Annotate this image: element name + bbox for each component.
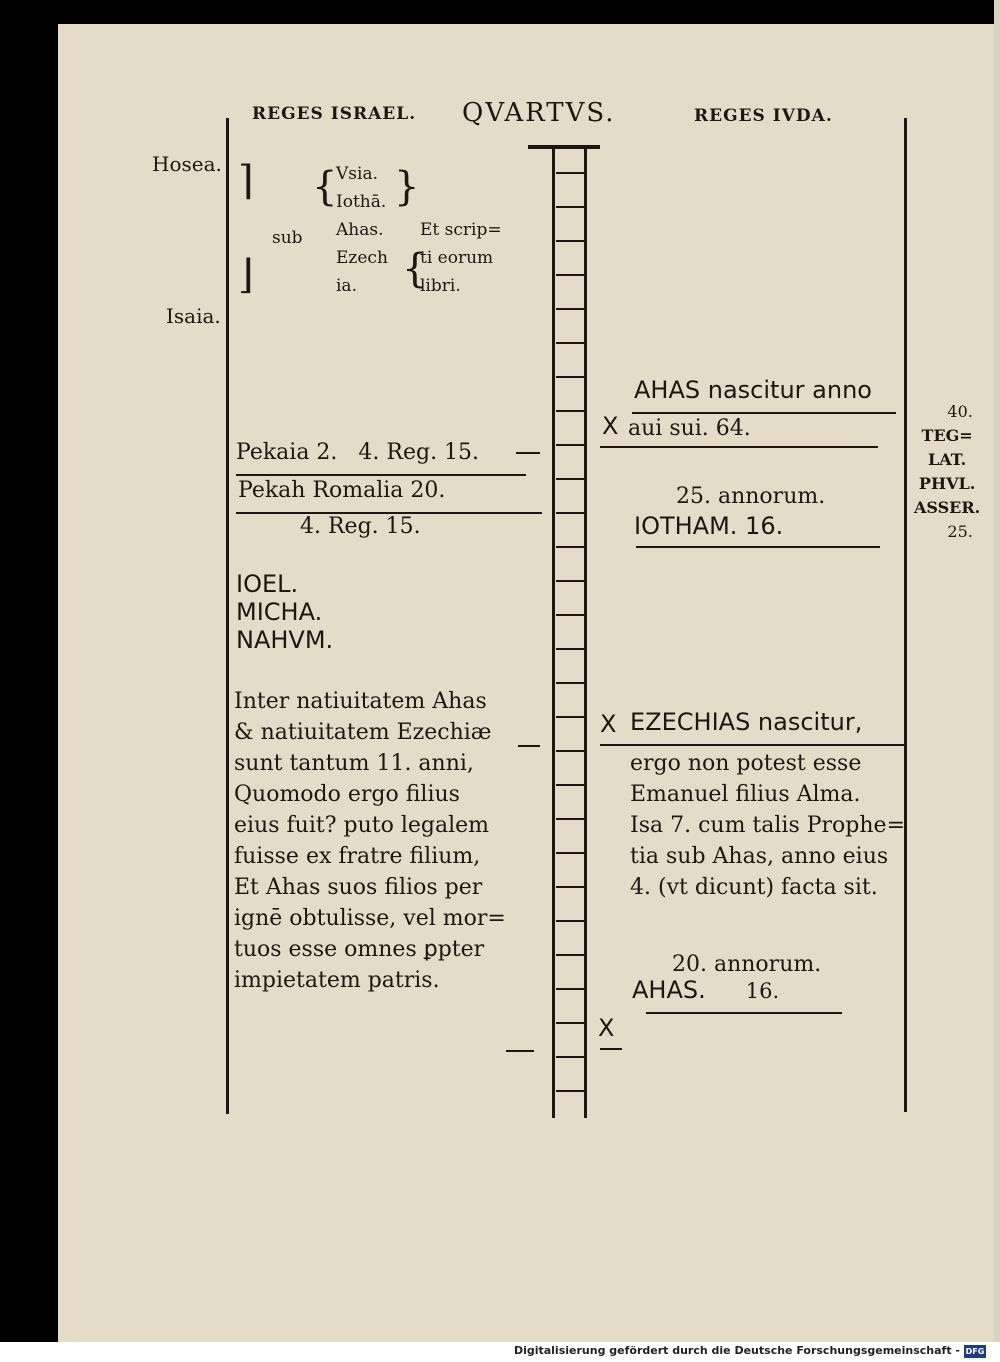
- prophet-micha: MICHA.: [236, 598, 323, 626]
- dfg-logo: DFG: [965, 1347, 985, 1356]
- ladder-rung: [556, 648, 586, 650]
- ladder-top-bar: [528, 145, 600, 149]
- margin-phvl: PHVL.: [918, 474, 976, 493]
- king-ezech-cont: ia.: [336, 276, 357, 296]
- scripti-list: [420, 216, 502, 300]
- right-column-rule: [904, 118, 907, 1112]
- ladder-rung: [556, 1056, 586, 1058]
- king-ezech: Ezech: [336, 248, 388, 268]
- king-iotha: Iothā.: [336, 192, 387, 212]
- ladder-rung: [556, 478, 586, 480]
- ladder-rung: [556, 954, 586, 956]
- ladder-rung: [556, 342, 586, 344]
- iotham-age: 25. annorum.: [676, 484, 826, 509]
- note-line: fuisse ex fratre filium,: [234, 844, 481, 869]
- note-line: impietatem patris.: [234, 968, 440, 993]
- ezechias-underline: [600, 744, 906, 746]
- ladder-rung: [556, 240, 586, 242]
- label-hosea: Hosea.: [152, 152, 222, 176]
- ladder-rung: [556, 784, 586, 786]
- ladder-rung: [556, 750, 586, 752]
- header-reges-iuda: REGES IVDA.: [694, 106, 833, 126]
- label-isaia: Isaia.: [166, 304, 221, 328]
- ladder-rung: [556, 546, 586, 548]
- ladder-rung: [556, 274, 586, 276]
- pekaia-ref: 4. Reg. 15.: [358, 440, 480, 465]
- ahas-birth-mark: X: [602, 412, 619, 440]
- ladder-rung: [556, 512, 586, 514]
- ahas-underline: [646, 1012, 842, 1014]
- pekah-ref: 4. Reg. 15.: [300, 514, 421, 539]
- ezechias-line: tia sub Ahas, anno eius: [630, 844, 889, 869]
- ahas-age: 20. annorum.: [672, 952, 822, 977]
- margin-asser: ASSER.: [914, 498, 981, 517]
- ladder-rung: [556, 444, 586, 446]
- ladder-rung: [556, 580, 586, 582]
- margin-lat: LAT.: [928, 450, 967, 469]
- header-reges-israel: REGES ISRAEL.: [252, 104, 417, 124]
- brace-left-upper: ⌉: [238, 158, 254, 204]
- ladder-rung: [556, 988, 586, 990]
- iotham-underline: [636, 546, 880, 548]
- pekaia: Pekaia 2.: [236, 440, 338, 465]
- ladder-rung: [556, 1022, 586, 1024]
- scripti-line-1: Et scrip=: [420, 220, 502, 240]
- pekah: Pekah Romalia 20.: [238, 478, 446, 503]
- ladder-rung: [556, 172, 586, 174]
- ladder-rung: [556, 1090, 586, 1092]
- israel-note: [234, 686, 506, 996]
- king-ahas: Ahas.: [336, 220, 384, 240]
- ladder-rung: [556, 682, 586, 684]
- ladder-rung: [556, 818, 586, 820]
- ahas-king: AHAS. 16.: [632, 976, 780, 1004]
- ezechias-line: 4. (vt dicunt) facta sit.: [630, 875, 878, 900]
- ladder-rung: [556, 886, 586, 888]
- margin-note: [914, 400, 980, 544]
- note-line: sunt tantum 11. anni,: [234, 751, 474, 776]
- prophet-list: [236, 570, 333, 654]
- king-list: [336, 160, 388, 300]
- ladder-rung: [556, 308, 586, 310]
- note-tick: [518, 745, 540, 747]
- note-line: Et Ahas suos filios per: [234, 875, 483, 900]
- book-page: [58, 24, 994, 1342]
- note-line: tuos esse omnes ꝑpter: [234, 937, 485, 962]
- brace-kings-left: {: [312, 164, 338, 210]
- ladder-right-rail: [584, 148, 587, 1118]
- left-column-rule: [226, 118, 229, 1114]
- brace-scripti: {: [402, 246, 428, 292]
- ezechias-note: [630, 748, 905, 903]
- ladder-rung: [556, 206, 586, 208]
- ladder-rung: [556, 410, 586, 412]
- ladder-rung: [556, 614, 586, 616]
- bottom-mark-underline: [600, 1048, 622, 1050]
- ahas-birth-rule: [600, 446, 878, 448]
- bottom-left-tick: [506, 1050, 534, 1052]
- note-line: Inter natiuitatem Ahas: [234, 689, 487, 714]
- label-sub: sub: [272, 228, 303, 248]
- prophet-nahum: NAHVM.: [236, 626, 334, 654]
- scripti-line-2: ti eorum: [420, 248, 494, 268]
- note-line: eius fuit? puto legalem: [234, 813, 489, 838]
- bottom-mark: X: [598, 1014, 615, 1042]
- note-line: Quomodo ergo filius: [234, 782, 460, 807]
- pekaia-tick: [516, 452, 540, 454]
- ahas-birth-line2: aui sui. 64.: [628, 416, 751, 441]
- header-quartus: QVARTVS.: [462, 98, 616, 128]
- ezechias-line: Isa 7. cum talis Prophe=: [630, 813, 905, 838]
- brace-left-lower: ⌋: [238, 252, 254, 298]
- prophet-ioel: IOEL.: [236, 570, 299, 598]
- ahas-birth: AHAS nascitur anno: [634, 376, 872, 404]
- margin-teglat: TEG=: [921, 426, 973, 445]
- note-line: & natiuitatem Ezechiæ: [234, 720, 492, 745]
- note-line: ignē obtulisse, vel mor=: [234, 906, 506, 931]
- pekaia-line: [236, 440, 479, 465]
- king-vsia: Vsia.: [336, 164, 378, 184]
- ladder-left-rail: [552, 148, 555, 1118]
- pekaia-underline: [236, 474, 526, 476]
- iotham: IOTHAM. 16.: [634, 512, 784, 540]
- footer-credit: Digitalisierung gefördert durch die Deutsche Forschungsgemeinschaft -: [513, 1344, 960, 1357]
- margin-40: 40.: [947, 402, 973, 421]
- ladder-rung: [556, 920, 586, 922]
- ladder-rung: [556, 716, 586, 718]
- ezechias-line: ergo non potest esse: [630, 751, 862, 776]
- ezechias-line: Emanuel filius Alma.: [630, 782, 861, 807]
- ladder-rung: [556, 852, 586, 854]
- scripti-line-3: libri.: [420, 276, 461, 296]
- ezechias: EZECHIAS nascitur,: [630, 708, 863, 736]
- ahas-birth-underline: [632, 412, 896, 414]
- margin-25: 25.: [947, 522, 973, 541]
- brace-kings-right: }: [394, 164, 420, 210]
- ladder-rung: [556, 376, 586, 378]
- page-edge: [994, 0, 1000, 1342]
- ezechias-mark: X: [600, 710, 617, 738]
